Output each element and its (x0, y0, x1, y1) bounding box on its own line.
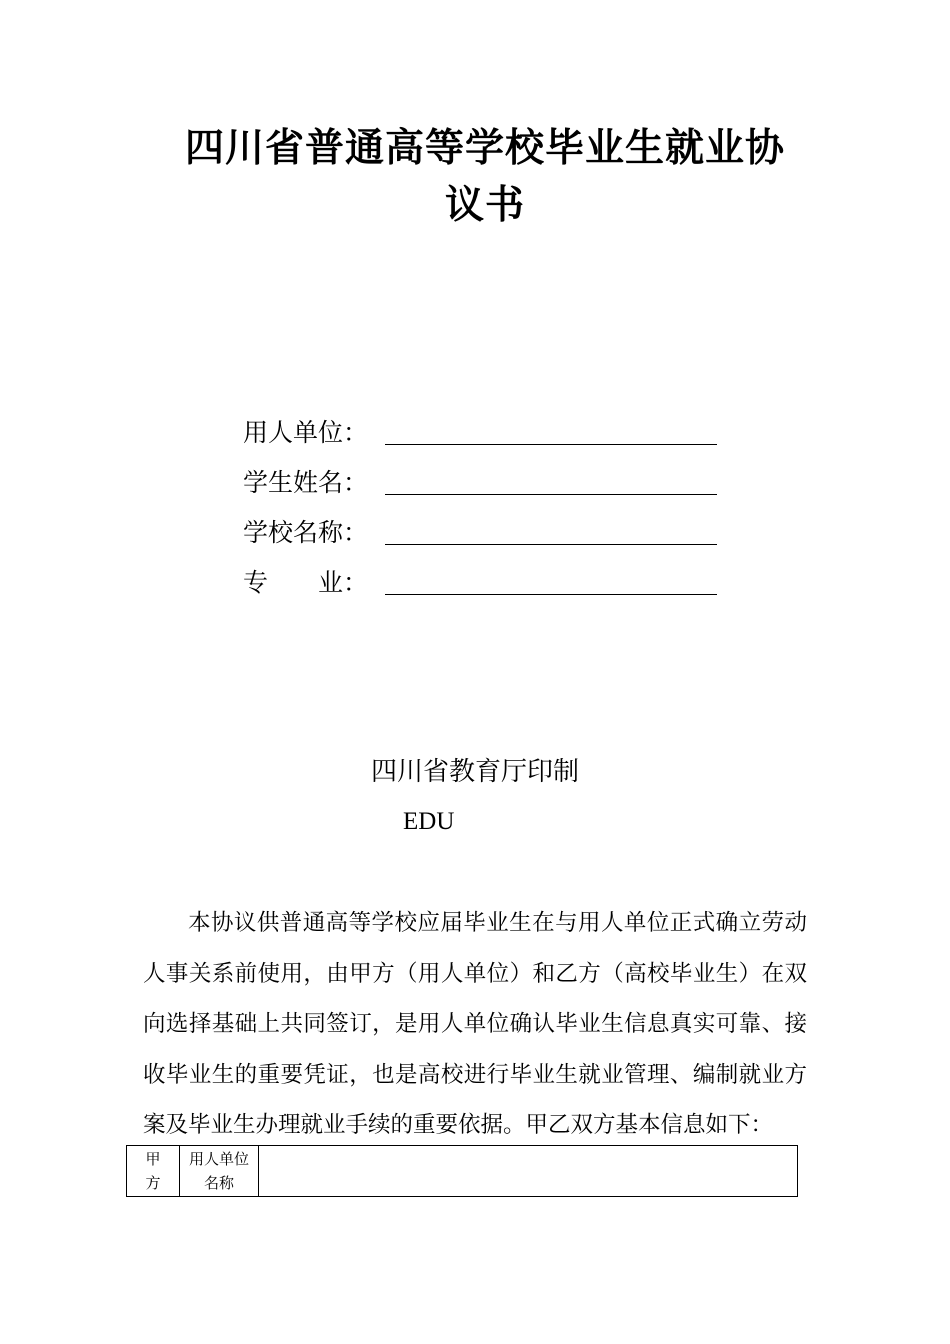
cover-fields (243, 398, 717, 598)
employer-name-label-cell (180, 1146, 259, 1197)
party-a-label: 甲方 (145, 1150, 161, 1192)
printer-line: 四川省教育厅印制 (370, 757, 579, 787)
field-school-name-blank[interactable] (385, 514, 717, 545)
document-code: EDU (403, 808, 455, 835)
document-title: 四川省普通高等学校毕业生就业协议书 (184, 126, 785, 228)
field-student-name (243, 448, 717, 498)
field-major (243, 548, 717, 598)
field-school-name-label: 学校名称： (243, 518, 369, 547)
employer-name-value-cell[interactable] (259, 1146, 798, 1197)
table-row (127, 1146, 798, 1197)
field-employer (243, 398, 717, 448)
field-student-name-label: 学生姓名： (243, 468, 369, 497)
party-info-table (126, 1145, 798, 1197)
intro-paragraph: 本协议供普通高等学校应届毕业生在与用人单位正式确立劳动人事关系前使用，由甲方（用人单位）和乙方（高校毕业生）在双向选择基础上共同签订，是用人单位确认毕业生信息真实可靠、接收毕业生的重要凭证，也是高校进行毕业生就业管理、编制就业方案及毕业生办理就业手续的重要依据。甲乙双方基本信息如下： (143, 910, 807, 1138)
field-employer-label: 用人单位： (243, 418, 369, 447)
employer-name-label: 用人单位名称 (188, 1150, 249, 1192)
party-a-cell (127, 1146, 180, 1197)
field-employer-blank[interactable] (385, 414, 717, 445)
field-student-name-blank[interactable] (385, 464, 717, 495)
field-major-blank[interactable] (385, 564, 717, 595)
field-school-name (243, 498, 717, 548)
field-major-label: 专 业： (243, 568, 369, 597)
